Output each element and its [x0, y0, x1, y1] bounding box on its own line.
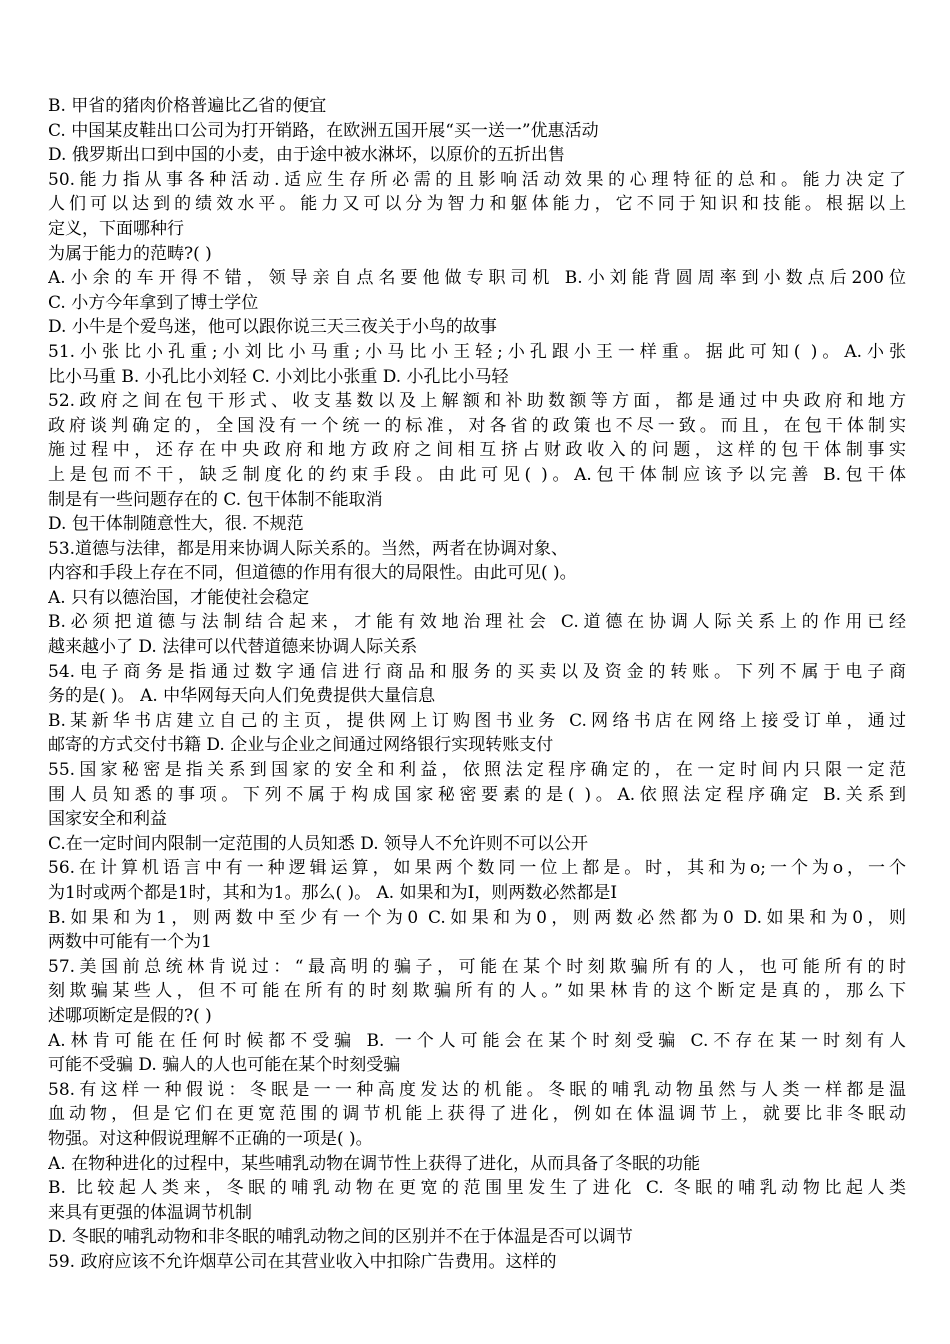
text-line: D. 冬眠的哺乳动物和非冬眠的哺乳动物之间的区别并不在于体温是否可以调节 [48, 1227, 633, 1248]
text-line: 50.能力指从事各种活动.适应生存所必需的且影响活动效果的心理特征的总和。能力决定了 [48, 169, 906, 190]
text-line: 54.电子商务是指通过数字通信进行商品和服务的买卖以及资金的转账。下列不属于电子商 [48, 661, 906, 682]
text-line: B. 比较起人类来，冬眠的哺乳动物在更宽的范围里发生了进化 C. 冬眠的哺乳动物比起人类 [48, 1178, 906, 1199]
text-line: 刻欺骗某些人，但不可能在所有的时刻欺骗所有的人。”如果林肯的这个断定是真的，那么下 [48, 981, 906, 1002]
text-line: 57.美国前总统林肯说过：“最高明的骗子，可能在某个时刻欺骗所有的人，也可能所有的时 [48, 956, 906, 977]
text-line: B.如果和为1，则两数中至少有一个为0 C.如果和为0，则两数必然都为0 D.如果和为0，则 [48, 907, 906, 928]
text-line: 制是有一些问题存在的 C. 包干体制不能取消 [48, 489, 383, 510]
text-line: A.林肯可能在任何时候都不受骗 B. 一个人可能会在某个时刻受骗 C.不存在某一时刻有人 [48, 1030, 906, 1051]
text-line: 越来越小了 D. 法律可以代替道德来协调人际关系 [48, 637, 418, 658]
text-line: A. 只有以德治国，才能使社会稳定 [48, 587, 310, 608]
text-line: 围人员知悉的事项。下列不属于构成国家秘密要素的是( )。A.依照法定程序确定 B.关系到 [48, 784, 906, 805]
text-line: 可能不受骗 D. 骗人的人也可能在某个时刻受骗 [48, 1055, 401, 1076]
text-line: A.小余的车开得不错，领导亲自点名要他做专职司机 B.小刘能背圆周率到小数点后200位 [48, 268, 906, 289]
text-line: 比小马重 B. 小孔比小刘轻 C. 小刘比小张重 D. 小孔比小马轻 [48, 366, 509, 387]
text-line: 55.国家秘密是指关系到国家的安全和利益，依照法定程序确定的，在一定时间内只限一定范 [48, 760, 906, 781]
text-line: 务的是( )。 A. 中华网每天向人们免费提供大量信息 [48, 686, 436, 707]
text-line: 国家安全和利益 [48, 809, 167, 830]
text-line: 上是包而不干，缺乏制度化的约束手段。由此可见( )。A.包干体制应该予以完善 B.包干体 [48, 464, 906, 485]
text-line: 血动物，但是它们在更宽范围的调节机能上获得了进化，例如在体温调节上，就要比非冬眠动 [48, 1104, 906, 1125]
text-line: A. 在物种进化的过程中，某些哺乳动物在调节性上获得了进化，从而具备了冬眠的功能 [48, 1153, 701, 1174]
text-line: D. 包干体制随意性大，很. 不规范 [48, 514, 304, 535]
text-line: B. 甲省的猪肉价格普遍比乙省的便宜 [48, 96, 327, 116]
text-line: 政府谈判确定的，全国没有一个统一的标准，对各省的政策也不尽一致。而且，在包干体制实 [48, 415, 906, 436]
text-line: 述哪项断定是假的?( ) [48, 1005, 212, 1026]
text-line: C. 小方今年拿到了博士学位 [48, 292, 259, 313]
text-line: D. 俄罗斯出口到中国的小麦，由于途中被水淋坏，以原价的五折出售 [48, 145, 565, 166]
text-line: 为属于能力的范畴?( ) [48, 243, 212, 264]
text-line: 两数中可能有一个为1 [48, 932, 212, 953]
text-line: C. 中国某皮鞋出口公司为打开销路，在欧洲五国开展“买一送一”优惠活动 [48, 120, 599, 141]
text-line: 来具有更强的体温调节机制 [48, 1202, 252, 1223]
text-line: 58.有这样一种假说：冬眠是一一种高度发达的机能。冬眠的哺乳动物虽然与人类一样都是温 [48, 1079, 906, 1100]
text-line: 56.在计算机语言中有一种逻辑运算，如果两个数同一位上都是。时，其和为o;一个为o，一个 [48, 858, 906, 879]
text-line: 施过程中，还存在中央政府和地方政府之间相互挤占财政收入的问题，这样的包干体制事实 [48, 440, 906, 461]
text-line: 物强。对这种假说理解不正确的一项是( )。 [48, 1128, 373, 1149]
text-line: 人们可以达到的绩效水平。能力又可以分为智力和躯体能力，它不同于知识和技能。根据以上 [48, 194, 906, 215]
text-line: 内容和手段上存在不同，但道德的作用有很大的局限性。由此可见( )。 [48, 563, 577, 584]
text-line: C.在一定时间内限制一定范围的人员知悉 D. 领导人不允许则不可以公开 [48, 833, 589, 854]
text-line: 59. 政府应该不允许烟草公司在其营业收入中扣除广告费用。这样的 [48, 1251, 557, 1272]
text-line: 51.小张比小孔重;小刘比小马重;小马比小王轻;小孔跟小王一样重。据此可知( )。A.小张 [48, 341, 906, 362]
text-line: 邮寄的方式交付书籍 D. 企业与企业之间通过网络银行实现转账支付 [48, 735, 554, 756]
text-line: 为1时或两个都是1时，其和为1。那么( )。 A. 如果和为I，则两数必然都是I [48, 883, 618, 903]
text-line: B.必须把道德与法制结合起来，才能有效地治理社会 C.道德在协调人际关系上的作用已经 [48, 612, 906, 633]
text-line: D. 小牛是个爱鸟迷，他可以跟你说三天三夜关于小鸟的故事 [48, 317, 497, 338]
text-line: 定义，下面哪种行 [48, 218, 184, 239]
text-line: B.某新华书店建立自己的主页，提供网上订购图书业务 C.网络书店在网络上接受订单，通过 [48, 710, 906, 731]
text-line: 52.政府之间在包干形式、收支基数以及上解额和补助数额等方面，都是通过中央政府和地方 [48, 391, 906, 412]
text-line: 53.道德与法律，都是用来协调人际关系的。当然，两者在协调对象、 [48, 538, 569, 559]
